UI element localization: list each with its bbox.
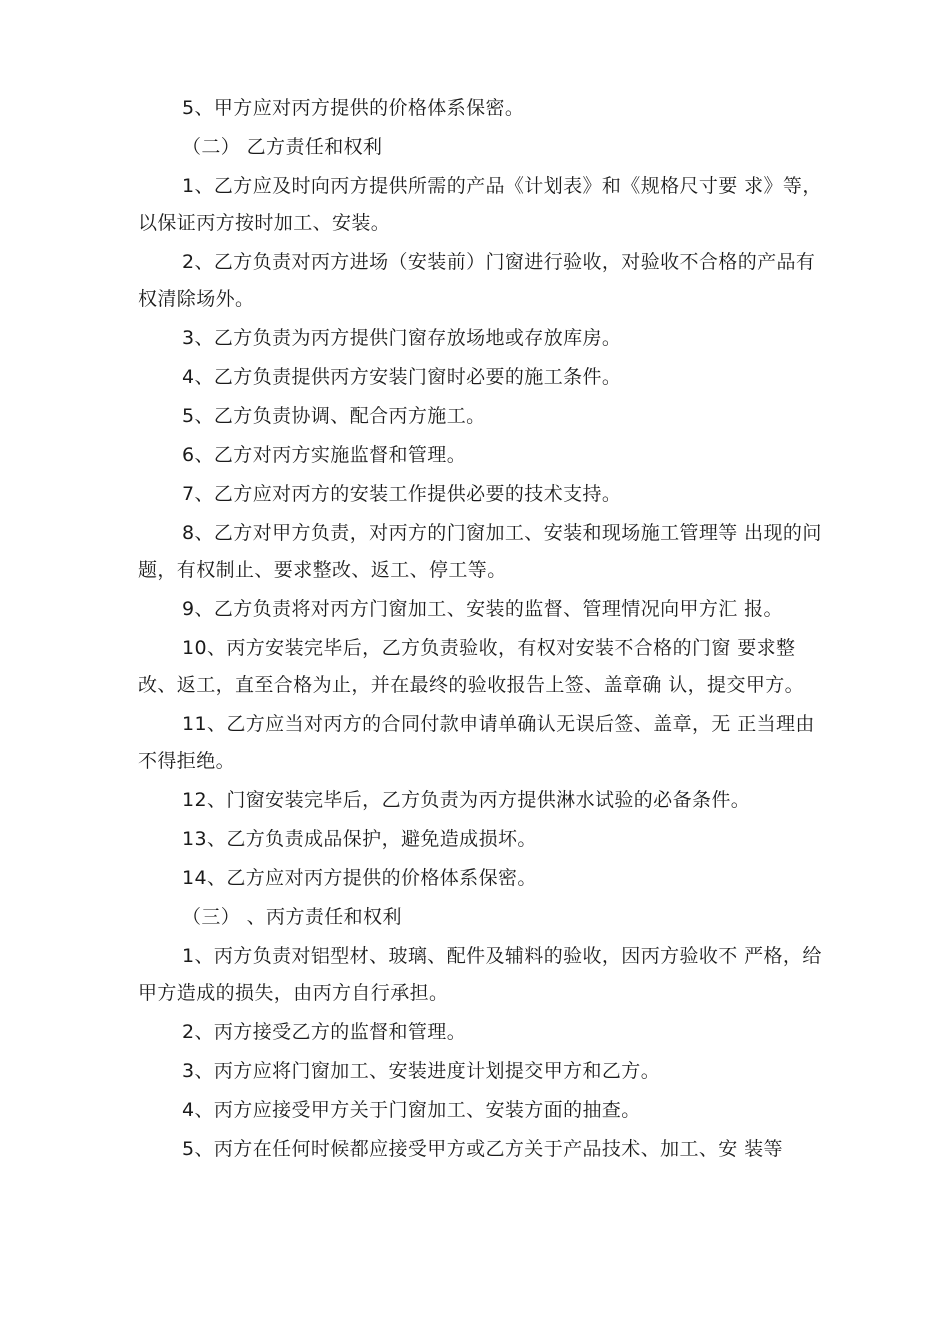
paragraph-4: 2、乙方负责对丙方进场（安装前）门窗进行验收，对验收不合格的产品有权清除场外。	[138, 251, 816, 310]
paragraph-18: 1、丙方负责对铝型材、玻璃、配件及辅料的验收，因丙方验收不 严格，给甲方造成的损失，由丙方自行承担。	[138, 945, 822, 1004]
document-body	[138, 90, 828, 1170]
paragraph-11: 9、乙方负责将对丙方门窗加工、安装的监督、管理情况向甲方汇 报。	[182, 598, 783, 620]
paragraph-19: 2、丙方接受乙方的监督和管理。	[182, 1021, 467, 1043]
section-heading-3: （三） 、丙方责任和权利	[182, 906, 402, 928]
paragraph-12: 10、丙方安装完毕后，乙方负责验收，有权对安装不合格的门窗 要求整改、返工，直至合格为止，并在最终的验收报告上签、盖章确 认，提交甲方。	[138, 637, 805, 696]
paragraph-7: 5、乙方负责协调、配合丙方施工。	[182, 405, 486, 427]
paragraph-15: 13、乙方负责成品保护，避免造成损坏。	[182, 828, 537, 850]
paragraph-10: 8、乙方对甲方负责，对丙方的门窗加工、安装和现场施工管理等 出现的问题，有权制止、要求整改、返工、停工等。	[138, 522, 822, 581]
paragraph-8: 6、乙方对丙方实施监督和管理。	[182, 444, 467, 466]
section-heading-2: （二） 乙方责任和权利	[182, 136, 383, 158]
paragraph-3: 1、乙方应及时向丙方提供所需的产品《计划表》和《规格尺寸要 求》等，以保证丙方按时加工、安装。	[138, 175, 822, 234]
paragraph-21: 4、丙方应接受甲方关于门窗加工、安装方面的抽查。	[182, 1099, 641, 1121]
paragraph-14: 12、门窗安装完毕后，乙方负责为丙方提供淋水试验的必备条件。	[182, 789, 751, 811]
paragraph-20: 3、丙方应将门窗加工、安装进度计划提交甲方和乙方。	[182, 1060, 661, 1082]
paragraph-1: 5、甲方应对丙方提供的价格体系保密。	[182, 97, 525, 119]
paragraph-22: 5、丙方在任何时候都应接受甲方或乙方关于产品技术、加工、安 装等	[182, 1138, 783, 1160]
paragraph-6: 4、乙方负责提供丙方安装门窗时必要的施工条件。	[182, 366, 622, 388]
paragraph-9: 7、乙方应对丙方的安装工作提供必要的技术支持。	[182, 483, 622, 505]
paragraph-16: 14、乙方应对丙方提供的价格体系保密。	[182, 867, 537, 889]
paragraph-5: 3、乙方负责为丙方提供门窗存放场地或存放库房。	[182, 327, 622, 349]
paragraph-13: 11、乙方应当对丙方的合同付款申请单确认无误后签、盖章，无 正当理由不得拒绝。	[138, 713, 815, 772]
